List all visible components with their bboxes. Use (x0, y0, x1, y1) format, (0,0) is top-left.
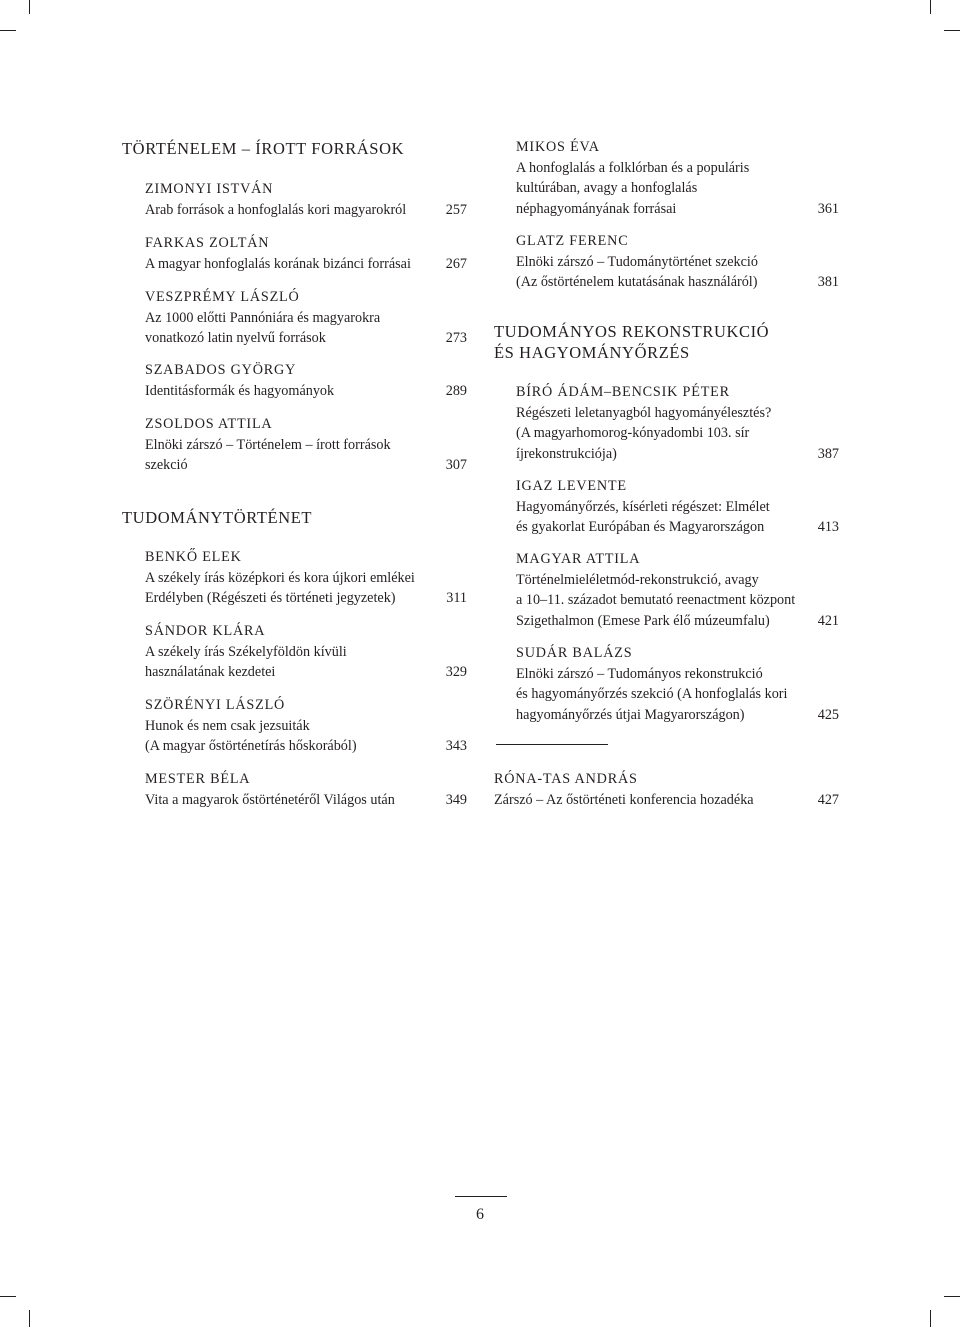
toc-entry (494, 769, 839, 810)
entry-page: 387 (817, 445, 839, 462)
entry-title-line: A székely írás Székelyföldön kívüli (145, 643, 347, 660)
entry-page: 289 (445, 382, 467, 399)
entry-author: FARKAS ZOLTÁN (145, 235, 270, 251)
entry-author: VESZPRÉMY LÁSZLÓ (145, 289, 300, 305)
section-title: TUDOMÁNYTÖRTÉNET (122, 508, 313, 527)
entry-author: MIKOS ÉVA (516, 139, 600, 155)
page-number-rule (455, 1196, 507, 1197)
entry-title-line: és hagyományőrzés szekció (A honfoglalás kori (516, 686, 788, 702)
crop-mark (930, 0, 931, 14)
crop-mark (29, 0, 30, 14)
toc-entry (516, 382, 839, 464)
entry-page: 343 (445, 738, 467, 754)
entry-title: Zárszó – Az őstörténeti konferencia hozadéka 427 (494, 790, 839, 811)
crop-mark (29, 1310, 30, 1327)
entry-author: IGAZ LEVENTE (516, 478, 627, 494)
entry-page: 361 (817, 200, 839, 217)
entry-title: Identitásformák és hagyományok 289 (145, 381, 467, 402)
toc-entry (145, 695, 467, 757)
entry-author: SÁNDOR KLÁRA (145, 623, 266, 639)
entry-page: 427 (817, 791, 839, 808)
entry-title-line: Hunok és nem csak jezsuiták (145, 717, 310, 734)
separator-rule (496, 744, 608, 745)
toc-entry (516, 643, 839, 725)
entry-author: ZIMONYI ISTVÁN (145, 181, 274, 197)
section-title: TUDOMÁNYOS REKONSTRUKCIÓ (494, 322, 770, 341)
entry-author: SZABADOS GYÖRGY (145, 362, 297, 378)
toc-entry (145, 233, 467, 274)
entry-title: vonatkozó latin nyelvű források 273 (145, 328, 467, 349)
entry-author: GLATZ FERENC (516, 233, 629, 249)
entry-author: SUDÁR BALÁZS (516, 645, 633, 661)
entry-title-line: a 10–11. századot bemutató reenactment központ (516, 592, 796, 608)
entry-title: hagyományőrzés útjai Magyarországon) 425 (516, 705, 839, 726)
toc-entry (145, 769, 467, 810)
entry-title: (A magyar őstörténetírás hőskorából) 343 (145, 736, 467, 757)
entry-title-line: Elnöki zárszó – Tudományos rekonstrukció (516, 665, 763, 682)
entry-page: 273 (445, 330, 467, 346)
entry-title: Vita a magyarok őstörténetéről Világos után 349 (145, 790, 467, 811)
entry-title-line: Elnöki zárszó – Tudománytörténet szekció (516, 253, 758, 270)
toc-entry (516, 231, 839, 293)
entry-title-line: kultúrában, avagy a honfoglalás (516, 180, 698, 196)
crop-mark (0, 1296, 16, 1297)
entry-title-line: (A magyarhomorog-kónyadombi 103. sír (516, 425, 750, 441)
entry-page: 425 (817, 706, 839, 723)
toc-entry (145, 414, 467, 476)
entry-title: használatának kezdetei 329 (145, 662, 467, 683)
toc-entry (516, 137, 839, 219)
entry-title-line: Történelmieléletmód-rekonstrukció, avagy (516, 571, 759, 588)
entry-title-line: Hagyományőrzés, kísérleti régészet: Elmélet (516, 498, 770, 515)
entry-title: Erdélyben (Régészeti és történeti jegyzetek) 311 (145, 588, 467, 609)
section-title: ÉS HAGYOMÁNYŐRZÉS (494, 343, 690, 362)
entry-title: Arab források a honfoglalás kori magyarokról 257 (145, 200, 467, 221)
entry-author: MESTER BÉLA (145, 771, 251, 787)
crop-mark (944, 1296, 960, 1297)
page-number: 6 (476, 1206, 484, 1223)
entry-author: BÍRÓ ÁDÁM–BENCSIK PÉTER (516, 384, 730, 400)
entry-title-line: Elnöki zárszó – Történelem – írott források (145, 436, 391, 453)
entry-page: 413 (817, 519, 839, 535)
entry-page: 421 (817, 612, 839, 629)
toc-entry (145, 360, 467, 401)
entry-title: íjrekonstrukciója) 387 (516, 444, 839, 465)
entry-title: A magyar honfoglalás korának bizánci forrásai 267 (145, 254, 467, 275)
toc-entry (145, 287, 467, 349)
toc-entry (145, 179, 467, 220)
entry-title: néphagyományának forrásai 361 (516, 199, 839, 220)
entry-page: 329 (445, 664, 467, 680)
entry-page: 307 (445, 457, 467, 473)
entry-author: BENKŐ ELEK (145, 549, 242, 565)
crop-mark (0, 30, 16, 31)
entry-title: (Az őstörténelem kutatásának használáról) 381 (516, 272, 839, 293)
entry-title-line: A székely írás középkori és kora újkori emlékei (145, 569, 415, 586)
entry-title-line: Az 1000 előtti Pannóniára és magyarokra (145, 309, 381, 326)
entry-author: RÓNA-TAS ANDRÁS (494, 771, 638, 787)
entry-page: 311 (446, 590, 467, 606)
entry-title-line: Régészeti leletanyagból hagyományélesztés? (516, 404, 772, 421)
entry-page: 267 (445, 255, 467, 272)
entry-author: SZÖRÉNYI LÁSZLÓ (145, 697, 286, 713)
entry-title: és gyakorlat Európában és Magyarországon 413 (516, 517, 839, 538)
toc-entry (516, 476, 839, 538)
section-title: TÖRTÉNELEM – ÍROTT FORRÁSOK (122, 139, 405, 158)
toc-entry (145, 547, 467, 609)
toc-entry (516, 549, 839, 631)
entry-author: ZSOLDOS ATTILA (145, 416, 273, 432)
entry-title-line: A honfoglalás a folklórban és a populáris (516, 159, 750, 176)
entry-title: Szigethalmon (Emese Park élő múzeumfalu) 421 (516, 611, 839, 632)
entry-author: MAGYAR ATTILA (516, 551, 641, 567)
entry-page: 349 (445, 791, 467, 808)
crop-mark (944, 30, 960, 31)
entry-title: szekció 307 (145, 455, 467, 476)
crop-mark (930, 1310, 931, 1327)
entry-page: 257 (445, 201, 467, 218)
entry-page: 381 (817, 274, 839, 290)
toc-entry (145, 621, 467, 683)
